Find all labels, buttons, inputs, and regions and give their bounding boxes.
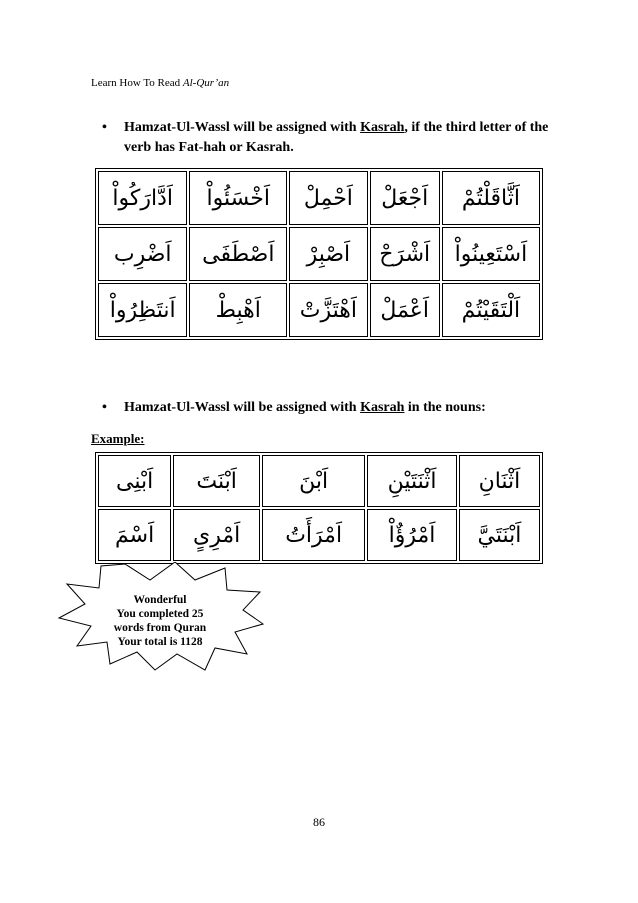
bullet-icon: • bbox=[102, 400, 107, 415]
word-cell: اَلْتَقَيْتُمْ bbox=[442, 283, 540, 337]
word-cell: اَدَّارَكُواْ bbox=[98, 171, 187, 225]
table-row bbox=[98, 283, 540, 337]
table-row bbox=[98, 227, 540, 281]
table-row bbox=[98, 509, 540, 561]
rule-2: • Hamzat-Ul-Wassl will be assigned with Kasrah in the nouns: bbox=[102, 398, 554, 418]
word-cell: اَمْرَأَتُ bbox=[262, 509, 365, 561]
nouns-table bbox=[95, 452, 543, 564]
word-cell: اَمْرُؤٌاْ bbox=[367, 509, 457, 561]
page-number: 86 bbox=[313, 815, 325, 829]
word-cell: اَضْرِب bbox=[98, 227, 187, 281]
word-cell: اَهْتَزَّتْ bbox=[289, 283, 367, 337]
verbs-table bbox=[95, 168, 543, 340]
word-cell: اَسْتَعِينُواْ bbox=[442, 227, 540, 281]
word-cell: اَبْنَتَيَّ bbox=[459, 509, 540, 561]
table-row bbox=[98, 455, 540, 507]
word-cell: اَهْبِطْ bbox=[189, 283, 287, 337]
word-cell: اَثَّاقَلْتُمْ bbox=[442, 171, 540, 225]
page-header: Learn How To Read Al-Qur’an bbox=[91, 77, 230, 89]
word-cell: اَصْبِرْ bbox=[289, 227, 367, 281]
word-cell: اَبْنَتَ bbox=[173, 455, 260, 507]
word-cell: اَثْنَانِ bbox=[459, 455, 540, 507]
word-cell: اَعْمَلْ bbox=[370, 283, 440, 337]
table-row bbox=[98, 171, 540, 225]
word-cell: اَسْمَ bbox=[98, 509, 171, 561]
bullet-icon: • bbox=[102, 120, 107, 135]
word-cell: اَجْعَلْ bbox=[370, 171, 440, 225]
word-cell: اَنتَظِرُواْ bbox=[98, 283, 187, 337]
word-cell: اَصْطَفَى bbox=[189, 227, 287, 281]
completion-message: Wonderful You completed 25 words from Quran Your total is 1128 bbox=[113, 594, 207, 648]
rule-1: • Hamzat-Ul-Wassl will be assigned with Kasrah, if the third letter of the verb has Fat-hah or Kasrah. bbox=[102, 118, 554, 158]
word-cell: اَبْنَ bbox=[262, 455, 365, 507]
word-cell: اَحْمِلْ bbox=[289, 171, 367, 225]
word-cell: اَخْسَئُواْ bbox=[189, 171, 287, 225]
word-cell: اَبْنِى bbox=[98, 455, 171, 507]
word-cell: اَمْرِىٍ bbox=[173, 509, 260, 561]
word-cell: اَشْرَحْ bbox=[370, 227, 440, 281]
example-label: Example: bbox=[91, 431, 145, 446]
word-cell: اَثْنَتَيْنِ bbox=[367, 455, 457, 507]
